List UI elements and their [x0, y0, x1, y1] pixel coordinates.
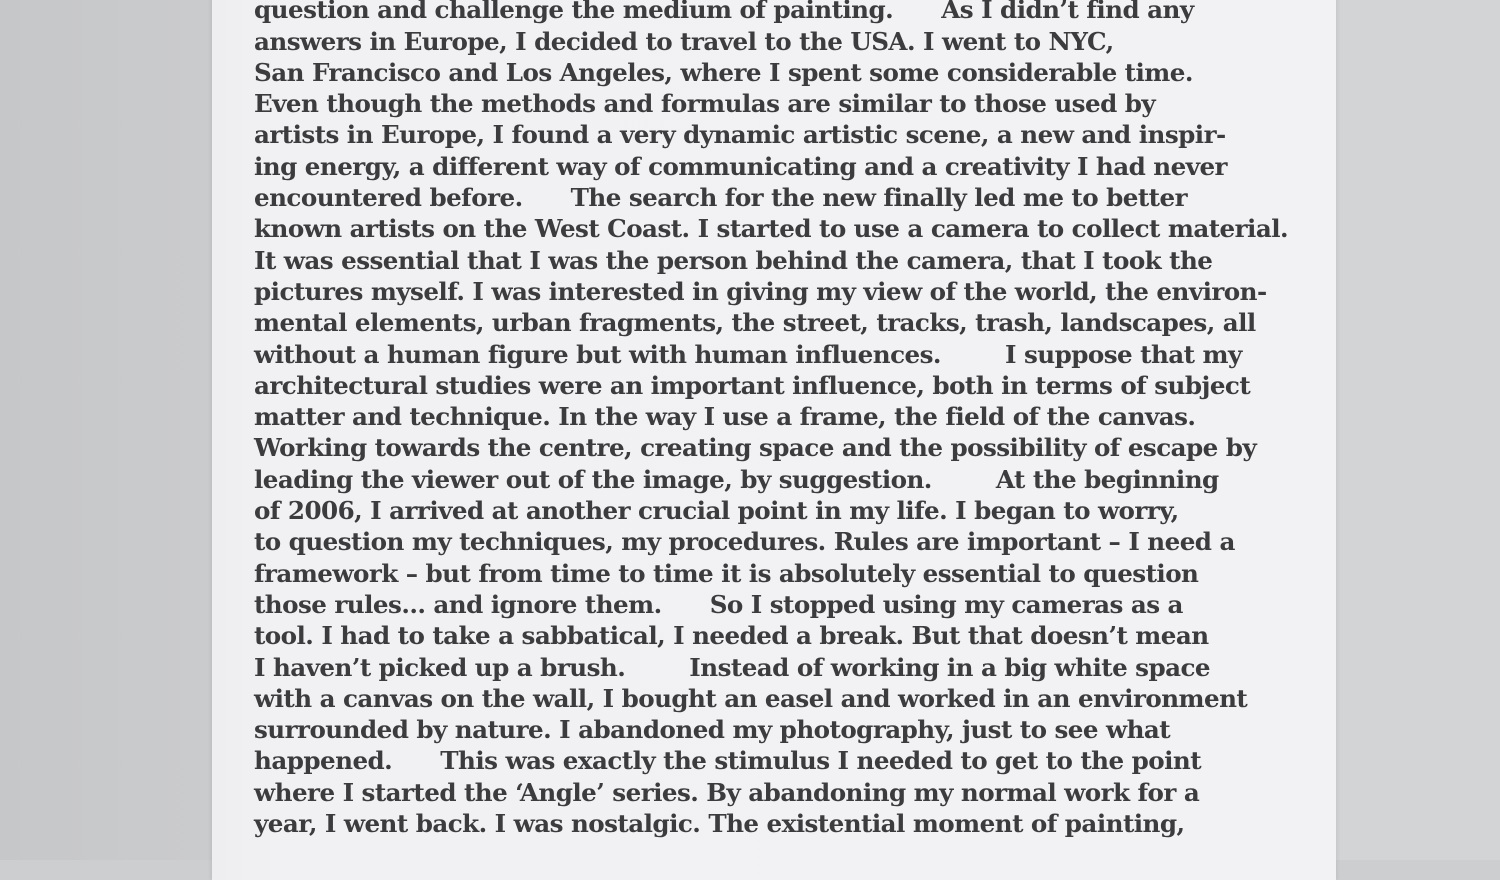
- text-line: mental elements, urban fragments, the street, tracks, trash, landscapes, all: [254, 308, 1256, 338]
- text-line: those rules… and ignore them. So I stopped using my cameras as a: [254, 589, 1183, 619]
- text-line: happened. This was exactly the stimulus I needed to get to the point: [254, 746, 1202, 776]
- text-line: artists in Europe, I found a very dynamic artistic scene, a new and inspir-: [254, 120, 1226, 150]
- body-text: [254, 0, 1324, 839]
- text-line: Working towards the centre, creating space and the possibility of escape by: [254, 433, 1257, 463]
- text-line: I haven’t picked up a brush. Instead of working in a big white space: [254, 652, 1211, 682]
- text-line: to question my techniques, my procedures. Rules are important – I need a: [254, 527, 1235, 557]
- text-line: tool. I had to take a sabbatical, I needed a break. But that doesn’t mean: [254, 621, 1209, 651]
- text-line: known artists on the West Coast. I started to use a camera to collect material.: [254, 214, 1289, 244]
- text-line: Even though the methods and formulas are similar to those used by: [254, 89, 1156, 119]
- text-line: with a canvas on the wall, I bought an easel and worked in an environment: [254, 683, 1248, 713]
- text-line: pictures myself. I was interested in giving my view of the world, the environ-: [254, 276, 1267, 306]
- text-line: encountered before. The search for the new finally led me to better: [254, 183, 1187, 213]
- text-line: of 2006, I arrived at another crucial point in my life. I began to worry,: [254, 496, 1179, 526]
- text-line: ing energy, a different way of communicating and a creativity I had never: [254, 151, 1227, 181]
- text-line: answers in Europe, I decided to travel to the USA. I went to NYC,: [254, 26, 1114, 56]
- text-line: question and challenge the medium of painting. As I didn’t find any: [254, 0, 1194, 25]
- text-line: surrounded by nature. I abandoned my photography, just to see what: [254, 715, 1171, 745]
- text-line: It was essential that I was the person behind the camera, that I took the: [254, 245, 1213, 275]
- text-line: where I started the ‘Angle’ series. By abandoning my normal work for a: [254, 777, 1200, 807]
- text-line: without a human figure but with human influences. I suppose that my: [254, 339, 1242, 369]
- text-line: framework – but from time to time it is absolutely essential to question: [254, 558, 1199, 588]
- printed-page: [212, 0, 1336, 880]
- text-line: year, I went back. I was nostalgic. The existential moment of painting,: [254, 809, 1185, 839]
- text-line: leading the viewer out of the image, by suggestion. At the beginning: [254, 464, 1219, 494]
- text-line: matter and technique. In the way I use a frame, the field of the canvas.: [254, 402, 1196, 432]
- text-line: San Francisco and Los Angeles, where I spent some considerable time.: [254, 57, 1193, 87]
- text-line: architectural studies were an important influence, both in terms of subject: [254, 370, 1251, 400]
